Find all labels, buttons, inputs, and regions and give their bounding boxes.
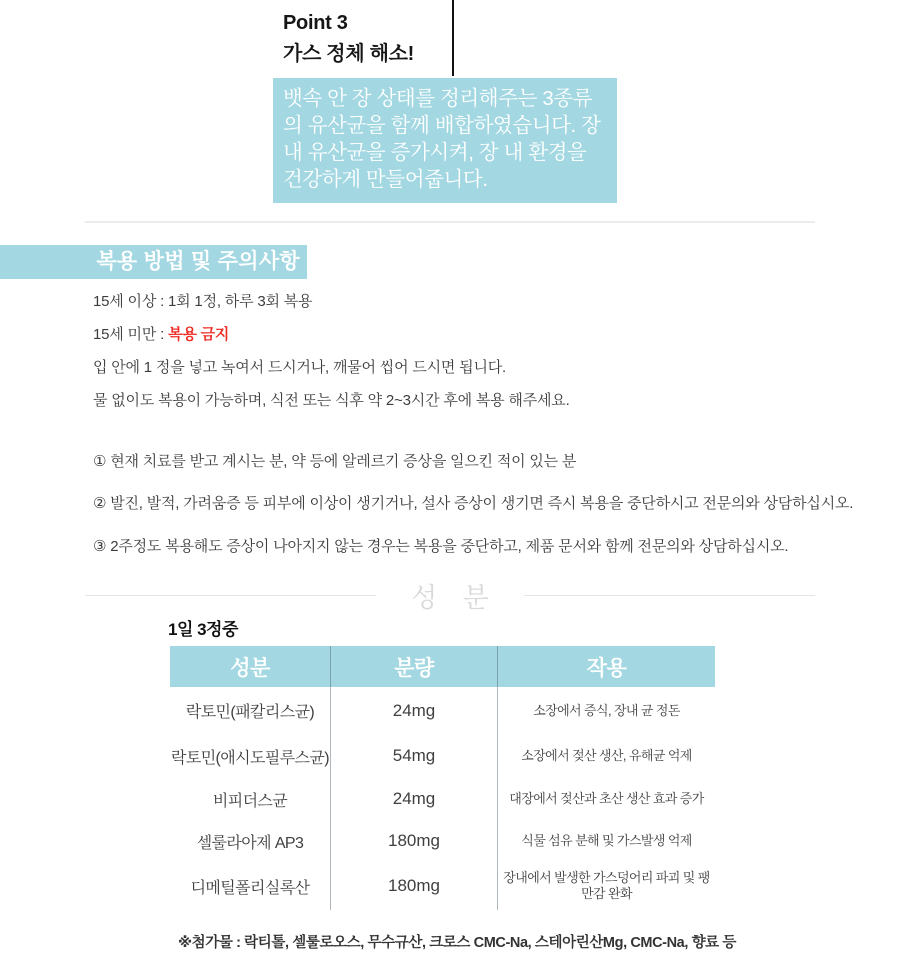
table-cell-action: 소장에서 증식, 장내 균 정돈 (497, 687, 715, 734)
point-title: Point 3 (283, 12, 348, 34)
table-cell-amount: 24mg (330, 687, 497, 734)
precaution-item-2 (93, 492, 853, 513)
table-cell-ingredient: 셀룰라아제 AP3 (196, 834, 304, 852)
adult-dosage-line (93, 290, 312, 311)
precaution-item-3 (93, 535, 788, 556)
dosage-section-header (0, 245, 307, 279)
table-cell-ingredient: 디메틸폴리실록산 (190, 879, 310, 897)
minor-dosage-line (93, 323, 229, 344)
table-cell-action: 식물 섬유 분해 및 가스발생 억제 (497, 820, 715, 862)
divider-line-right (524, 595, 815, 596)
point-description-box (273, 78, 617, 203)
callout-pointer-line (452, 0, 454, 76)
additives-footnote: ※첨가물 : 락티톨, 셀룰로오스, 무수규산, 크로스 CMC-Na, 스테아린산Mg, CMC-Na, 향료 등 (177, 935, 737, 951)
table-cell-action: 소장에서 젖산 생산, 유해균 억제 (497, 734, 715, 778)
divider-line-left (85, 595, 376, 596)
instruction-text-1: 입 안에 1 정을 넣고 녹여서 드시거나, 깨물어 씹어 드시면 됩니다. (93, 359, 507, 376)
section-divider (85, 221, 815, 223)
table-cell-ingredient: 비피더스균 (212, 792, 288, 810)
table-cell-amount: 54mg (330, 734, 497, 778)
point-subtitle: 가스 정체 해소! (283, 43, 414, 65)
table-header-action: 작용 (497, 646, 715, 687)
adult-dosage-text: 15세 이상 : 1회 1정, 하루 3회 복용 (93, 293, 313, 310)
point-heading (283, 8, 414, 70)
instruction-line-2 (93, 389, 570, 410)
instruction-text-2: 물 없이도 복용이 가능하며, 식전 또는 식후 약 2~3시간 후에 복용 해주세요. (93, 392, 570, 409)
table-cell-amount: 24mg (330, 778, 497, 820)
table-cell-amount: 180mg (330, 862, 497, 910)
precaution-text-3: ③ 2주정도 복용해도 증상이 나아지지 않는 경우는 복용을 중단하고, 제품 문서와 함께 전문의와 상담하십시오. (93, 538, 789, 555)
ingredients-divider-title: 성 분 (411, 583, 498, 613)
table-cell-action: 장내에서 발생한 가스덩어리 파괴 및 팽만감 완화 (497, 862, 715, 910)
ingredients-table (170, 646, 715, 910)
table-note: 1일 3정중 (168, 620, 238, 639)
ingredients-divider (85, 576, 815, 615)
instruction-line-1 (93, 356, 506, 377)
dosage-section-title: 복용 방법 및 주의사항 (96, 250, 300, 273)
table-cell-action: 대장에서 젖산과 초산 생산 효과 증가 (497, 778, 715, 820)
table-cell-ingredient: 락토민(패칼리스균) (185, 704, 315, 721)
minor-dosage-label: 15세 미만 : (93, 326, 169, 343)
table-cell-ingredient: 락토민(애시도필루스균) (170, 749, 330, 767)
precaution-text-2: ② 발진, 발적, 가려움증 등 피부에 이상이 생기거나, 설사 증상이 생기면 즉시 복용을 중단하시고 전문의와 상담하십시오. (93, 495, 854, 512)
table-header-ingredient: 성분 (170, 646, 330, 687)
precaution-item-1 (93, 450, 576, 471)
table-header-amount: 분량 (330, 646, 497, 687)
table-cell-amount: 180mg (330, 820, 497, 862)
minor-dosage-warning: 복용 금지 (168, 326, 230, 343)
point-description-text: 뱃속 안 장 상태를 정리해주는 3종류의 유산균을 함께 배합하였습니다. 장 내 유산균을 증가시켜, 장 내 환경을 건강하게 만들어줍니다. (283, 87, 601, 191)
precaution-text-1: ① 현재 치료를 받고 계시는 분, 약 등에 알레르기 증상을 일으킨 적이 있는 분 (93, 453, 577, 470)
